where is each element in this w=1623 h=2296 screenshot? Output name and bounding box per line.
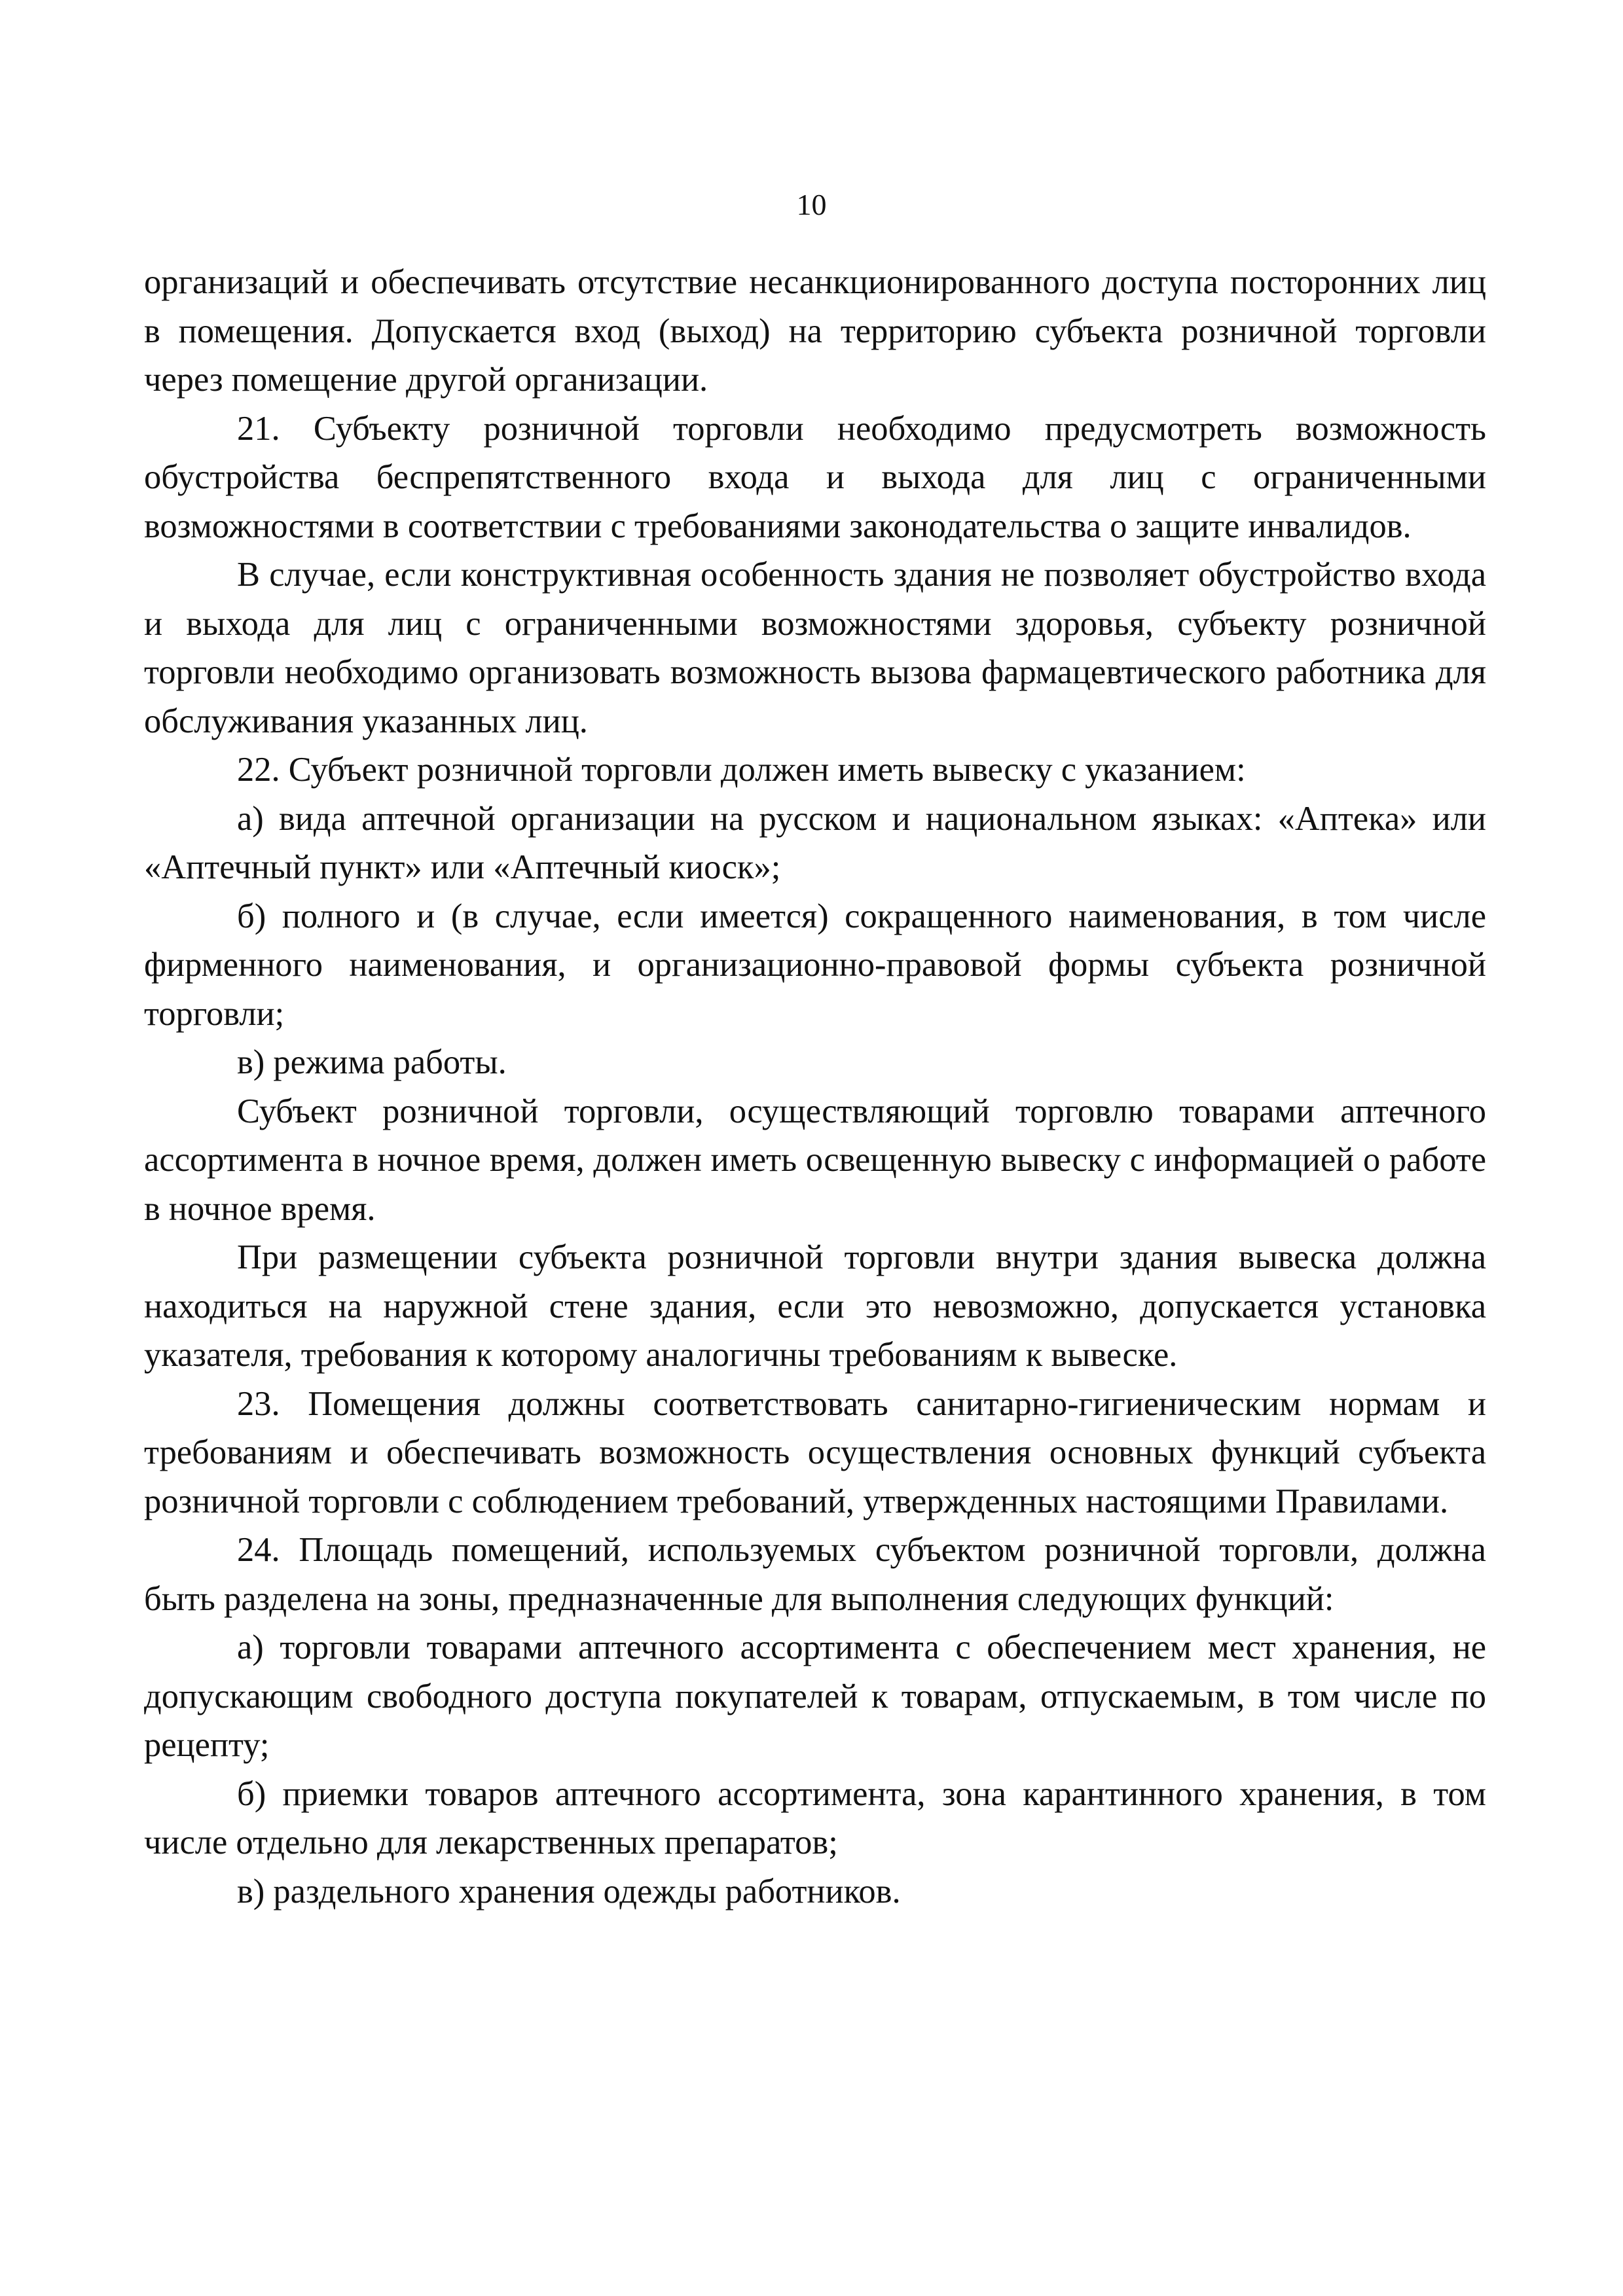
paragraph-clause-24-b: б) приемки товаров аптечного ассортимента, зона карантинного хранения, в том числе отдельно для лекарственных препаратов;	[144, 1774, 1486, 1861]
page-number: 10	[796, 188, 827, 221]
paragraph-clause-22-a: а) вида аптечной организации на русском и национальном языках: «Аптека» или «Аптечный пункт» или «Аптечный киоск»;	[144, 799, 1486, 886]
document-body	[144, 258, 1486, 1916]
paragraph-sign-placement: При размещении субъекта розничной торговли внутри здания вывеска должна находиться на наружной стене здания, если это невозможно, допускается установка указателя, требования к которому аналогичны требованиям к вывеске.	[144, 1238, 1486, 1374]
paragraph-clause-22-b: б) полного и (в случае, если имеется) сокращенного наименования, в том числе фирменного наименования, и организационно-правовой формы субъекта розничной торговли;	[144, 897, 1486, 1033]
paragraph-clause-21: 21. Субъекту розничной торговли необходимо предусмотреть возможность обустройства беспрепятственного входа и выхода для лиц с ограниченными возможностями в соответствии с требованиями законодательства о защите инвалидов.	[144, 409, 1486, 545]
paragraph-clause-24-v: в) раздельного хранения одежды работников.	[237, 1872, 901, 1910]
paragraph-clause-24: 24. Площадь помещений, используемых субъектом розничной торговли, должна быть разделена на зоны, предназначенные для выполнения следующих функций:	[144, 1531, 1486, 1618]
paragraph-night-sign: Субъект розничной торговли, осуществляющий торговлю товарами аптечного ассортимента в ночное время, должен иметь освещенную вывеску с информацией о работе в ночное время.	[144, 1092, 1486, 1228]
paragraph-clause-23: 23. Помещения должны соответствовать санитарно-гигиеническим нормам и требованиям и обеспечивать возможность осуществления основных функций субъекта розничной торговли с соблюдением требований, утвержденных настоящими Правилами.	[144, 1384, 1486, 1520]
paragraph-clause-22-v: в) режима работы.	[237, 1043, 507, 1081]
paragraph-clause-22: 22. Субъект розничной торговли должен иметь вывеску с указанием:	[237, 751, 1246, 789]
paragraph-continuation: организаций и обеспечивать отсутствие несанкционированного доступа посторонних лиц в помещения. Допускается вход (выход) на территорию субъекта розничной торговли через помещение другой организации.	[144, 263, 1486, 399]
paragraph-clause-24-a: а) торговли товарами аптечного ассортимента с обеспечением мест хранения, не допускающим свободного доступа покупателей к товарам, отпускаемым, в том числе по рецепту;	[144, 1628, 1486, 1764]
paragraph-clause-21-note: В случае, если конструктивная особенность здания не позволяет обустройство входа и выхода для лиц с ограниченными возможностями здоровья, субъекту розничной торговли необходимо организовать возможность вызова фармацевтического работника для обслуживания указанных лиц.	[144, 556, 1486, 740]
